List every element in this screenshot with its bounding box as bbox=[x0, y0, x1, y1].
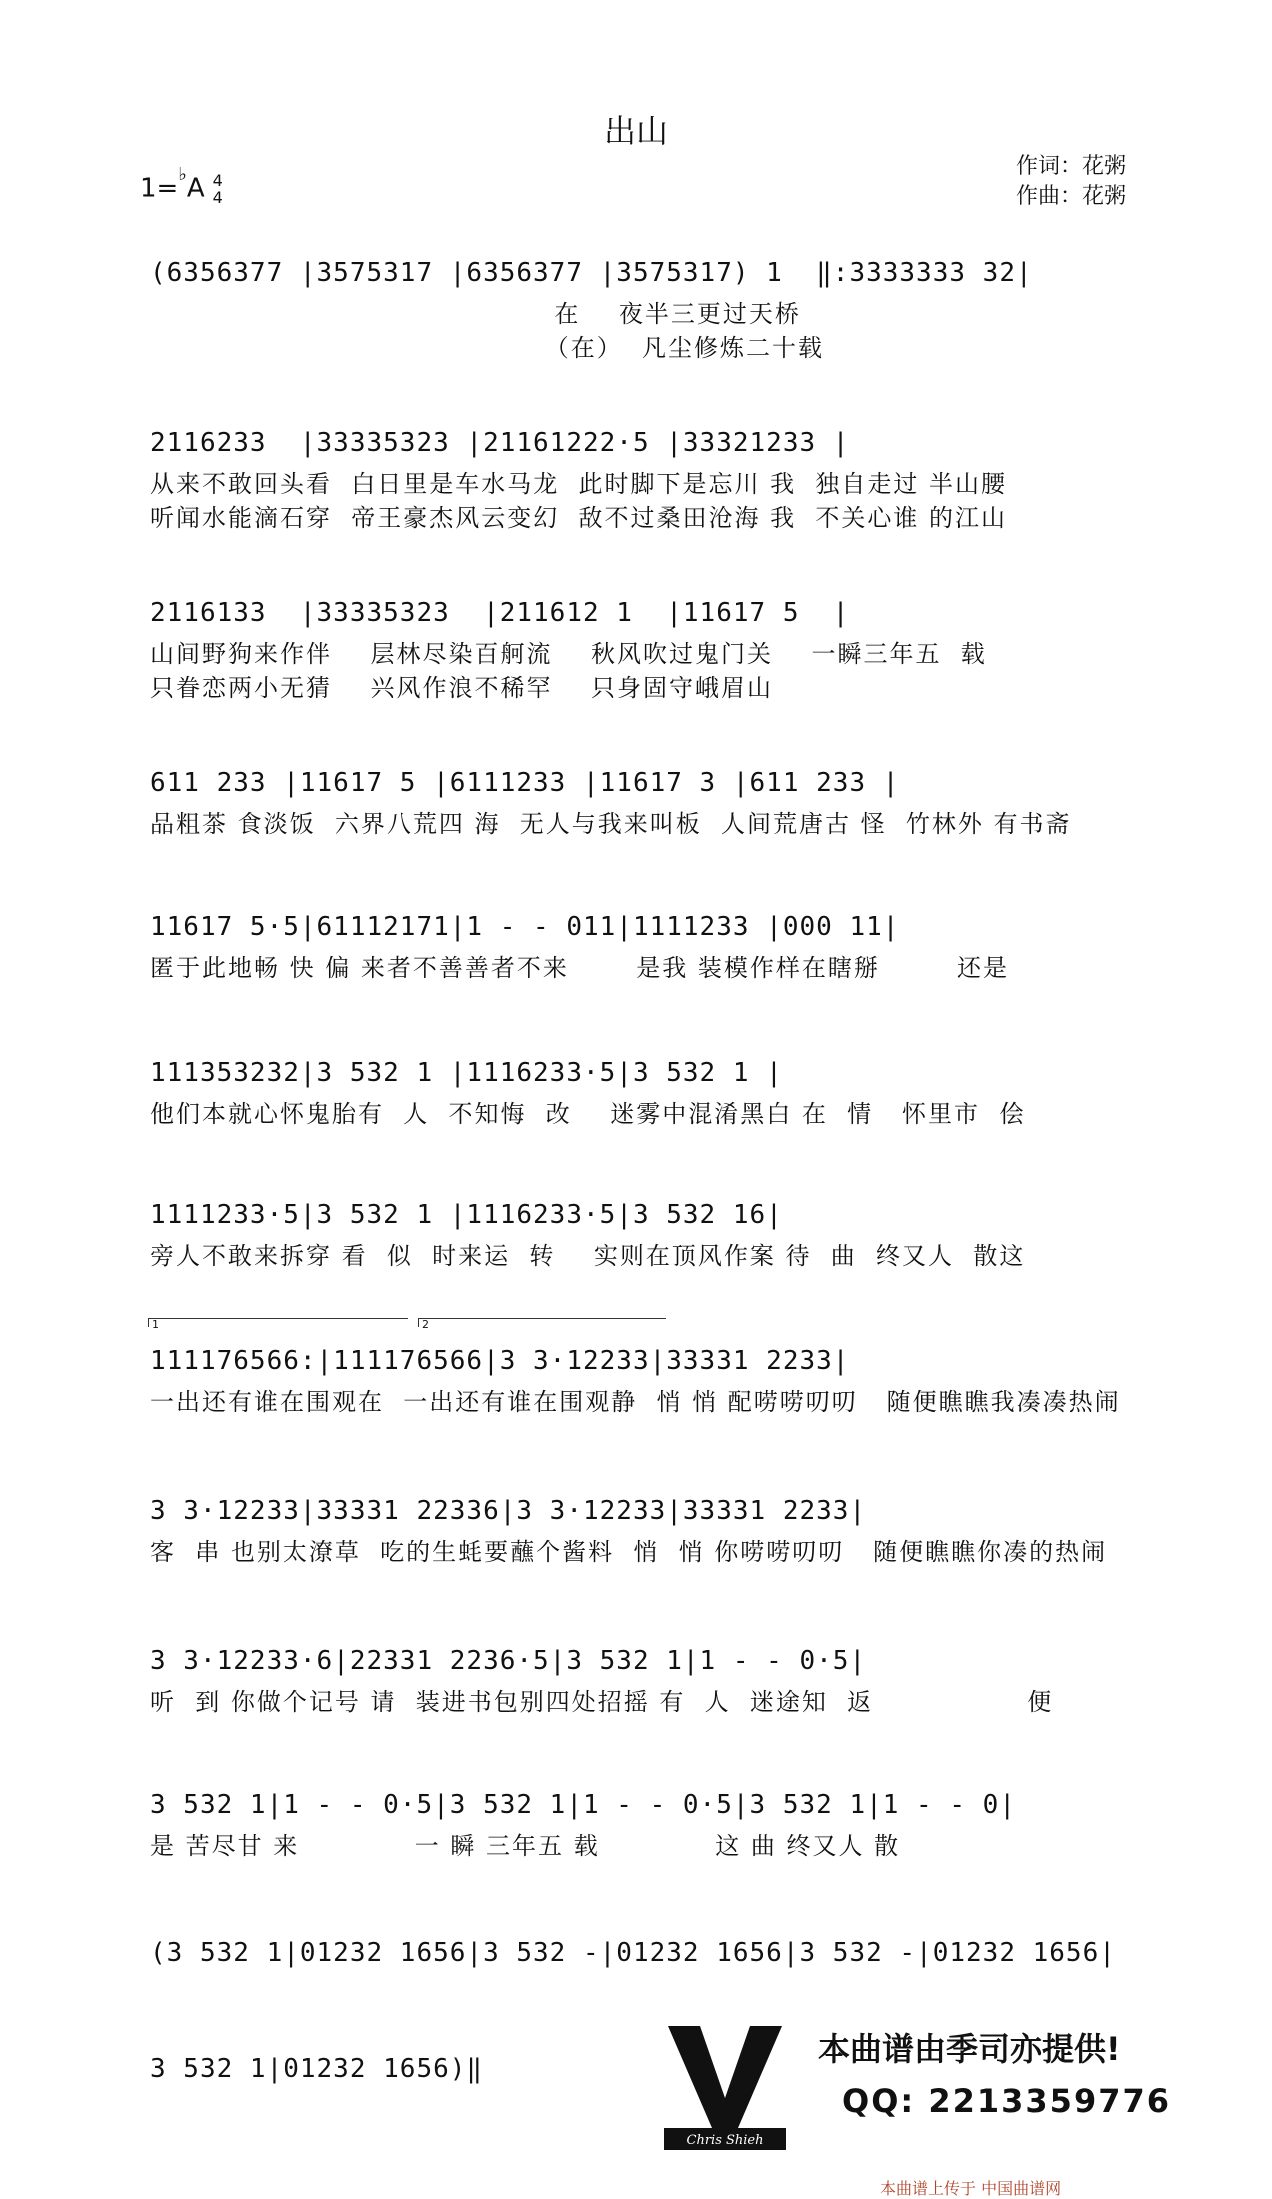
score-row-2 bbox=[150, 428, 1140, 530]
notes-line: 611 233 |11617 5 |6111233 |11617 3 |611 233 | bbox=[150, 768, 900, 798]
qq-contact: QQ: 2213359776 bbox=[842, 2082, 1171, 2120]
logo-text: Chris Shieh bbox=[686, 2133, 764, 2148]
notes-line: 3 532 1|01232 1656)‖ bbox=[150, 2054, 484, 2084]
lyric-line: 旁人不敢来拆穿 看 似 时来运 转 实则在顶风作案 待 曲 终又人 散这 bbox=[150, 1242, 1026, 1268]
score-row-7 bbox=[150, 1200, 1140, 1268]
score-row-5 bbox=[150, 912, 1140, 980]
score-row-12 bbox=[150, 1938, 1140, 1972]
lyric-line: 匿于此地畅 快 偏 来者不善善者不来 是我 装模作样在瞎掰 还是 bbox=[150, 954, 1009, 980]
lyric-line: （在） 凡尘修炼二十载 bbox=[150, 334, 825, 360]
notes-line: 1111233·5|3 532 1 |1116233·5|3 532 16| bbox=[150, 1200, 783, 1230]
composer: 作曲：花粥 bbox=[1016, 184, 1127, 209]
score-row-11 bbox=[150, 1790, 1140, 1858]
notes-line: 3 3·12233·6|22331 2236·5|3 532 1|1 - - 0·5| bbox=[150, 1646, 867, 1676]
lyric-line: 是 苦尽甘 来 一 瞬 三年五 载 这 曲 终又人 散 bbox=[150, 1832, 901, 1858]
volta-first-ending: 1 bbox=[148, 1318, 408, 1327]
score-row-10 bbox=[150, 1646, 1140, 1714]
site-watermark: 本曲谱上传于 中国曲谱网 bbox=[880, 2179, 1062, 2198]
provider-credit: 本曲谱由季司亦提供! bbox=[818, 2030, 1121, 2068]
time-signature-top: 4 bbox=[212, 171, 223, 190]
score-row-6 bbox=[150, 1058, 1140, 1126]
score-row-13 bbox=[150, 2054, 610, 2088]
lyric-line: 他们本就心怀鬼胎有 人 不知悔 改 迷雾中混淆黑白 在 情 怀里市 侩 bbox=[150, 1100, 1026, 1126]
notes-line: 111176566:|111176566|3 3·12233|33331 2233| bbox=[150, 1346, 850, 1376]
notes-line: (6356377 |3575317 |6356377 |3575317) 1 ‖:3333333 32| bbox=[150, 258, 1033, 288]
key-note: A bbox=[186, 173, 205, 204]
time-signature bbox=[213, 172, 223, 206]
score-row-4 bbox=[150, 768, 1140, 836]
score-row-9 bbox=[150, 1496, 1140, 1564]
flat-sign: ♭ bbox=[178, 164, 187, 185]
notes-line: 2116133 |33335323 |211612 1 |11617 5 | bbox=[150, 598, 850, 628]
score-row-1 bbox=[150, 258, 1140, 360]
notes-line: 11617 5·5|61112171|1 - - 011|1111233 |000 11| bbox=[150, 912, 900, 942]
notes-line: 3 532 1|1 - - 0·5|3 532 1|1 - - 0·5|3 532 1|1 - - 0| bbox=[150, 1790, 1016, 1820]
notes-line: 3 3·12233|33331 22336|3 3·12233|33331 2233| bbox=[150, 1496, 867, 1526]
lyric-line: 听闻水能滴石穿 帝王豪杰风云变幻 敌不过桑田沧海 我 不关心谁 的江山 bbox=[150, 504, 1008, 530]
lyric-line: 一出还有谁在围观在 一出还有谁在围观静 悄 悄 配唠唠叨叨 随便瞧瞧我凑凑热闹 bbox=[150, 1388, 1121, 1414]
lyric-line: 听 到 你做个记号 请 装进书包别四处招摇 有 人 迷途知 返 便 bbox=[150, 1688, 1054, 1714]
credits bbox=[1016, 152, 1126, 212]
lyric-line: 从来不敢回头看 白日里是车水马龙 此时脚下是忘川 我 独自走过 半山腰 bbox=[150, 470, 1008, 496]
lyricist: 作词：花粥 bbox=[1016, 154, 1127, 179]
volta-second-ending: 2 bbox=[418, 1318, 666, 1327]
lyric-line: 客 串 也别太潦草 吃的生蚝要蘸个酱料 悄 悄 你唠唠叨叨 随便瞧瞧你凑的热闹 bbox=[150, 1538, 1108, 1564]
lyric-line: 只眷恋两小无猜 兴风作浪不稀罕 只身固守峨眉山 bbox=[150, 674, 774, 700]
key-signature bbox=[140, 164, 223, 207]
lyric-line: 山间野狗来作伴 层林尽染百舸流 秋风吹过鬼门关 一瞬三年五 载 bbox=[150, 640, 987, 666]
chris-shieh-logo bbox=[660, 2020, 790, 2155]
score-row-8 bbox=[150, 1346, 1140, 1414]
score-title: 出山 bbox=[603, 112, 668, 150]
notes-line: (3 532 1|01232 1656|3 532 -|01232 1656|3 532 -|01232 1656| bbox=[150, 1938, 1116, 1968]
time-signature-bottom: 4 bbox=[212, 188, 223, 207]
notes-line: 111353232|3 532 1 |1116233·5|3 532 1 | bbox=[150, 1058, 783, 1088]
lyric-line: 在 夜半三更过天桥 bbox=[150, 300, 801, 326]
score-row-3 bbox=[150, 598, 1140, 700]
lyric-line: 品粗茶 食淡饭 六界八荒四 海 无人与我来叫板 人间荒唐古 怪 竹林外 有书斋 bbox=[150, 810, 1072, 836]
key-prefix: 1= bbox=[140, 173, 179, 204]
notes-line: 2116233 |33335323 |21161222·5 |33321233 | bbox=[150, 428, 850, 458]
